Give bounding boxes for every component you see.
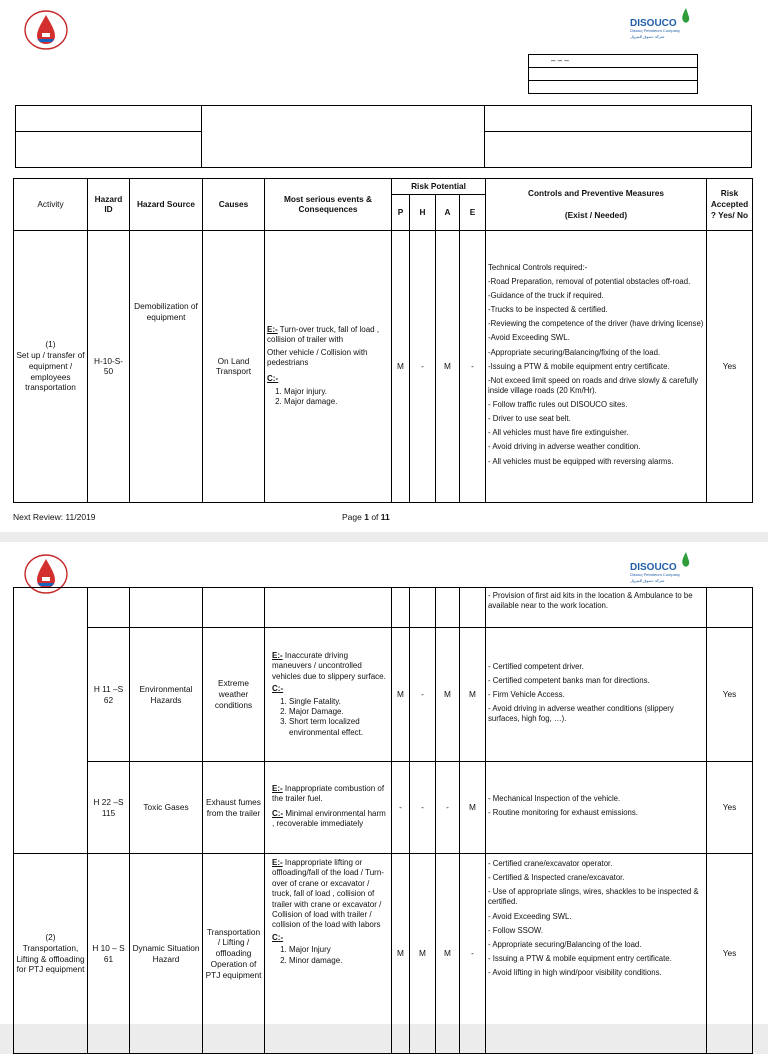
disouco-logo (628, 550, 698, 584)
svg-text:Disouq Petroleum Company: Disouq Petroleum Company (630, 28, 681, 33)
hazard-source-cell: Environmental Hazards (130, 628, 203, 762)
document-info-table (15, 105, 752, 168)
a-cell: M (436, 230, 460, 502)
a-cell: M (436, 854, 460, 1054)
hazard-id-cell: H 10 – S 61 (88, 854, 130, 1054)
hazard-id-cell: H-10-S-50 (88, 230, 130, 502)
svg-text:DISOUCO: DISOUCO (630, 18, 677, 29)
col-events: Most serious events & Consequences (265, 179, 392, 231)
next-review: Next Review: 11/2019 (13, 512, 96, 522)
table-row (14, 762, 753, 854)
consequence-list: 1. Major Injury 2. Minor damage. (272, 945, 389, 966)
consequence-list: 1. Major injury. 2. Major damage. (267, 387, 389, 408)
col-activity: Activity (14, 179, 88, 231)
h-cell: - (410, 762, 436, 854)
col-p: P (392, 194, 410, 230)
page-number: Page 1 of 11 (342, 512, 390, 522)
svg-text:شركة دسوق للبترول: شركة دسوق للبترول (630, 578, 665, 583)
controls-cell: - Certified crane/excavator operator. - Certified & Inspected crane/excavator. - Use of appropriate slings, wires, shackles to be inspected & certified. - Avoid Exceeding SWL. - Follow SSOW. - Appropriate securing/Balancing of the load. - Issuing a PTW & mobile equipment entry certificate. - Avoid lifting in high wind/poor visibility conditions. (486, 854, 707, 1054)
hazard-source-cell: Dynamic Situation Hazard (130, 854, 203, 1054)
p-cell: - (392, 762, 410, 854)
h-cell: - (410, 230, 436, 502)
events-cell: E:- Inaccurate driving maneuvers / uncontrolled vehicles due to slippery surface. C:- 1. Single Fatality. 2. Major Damage. 3. Short term localized environmental effect. (265, 628, 392, 762)
disouco-logo (628, 6, 698, 40)
col-h: H (410, 194, 436, 230)
h-cell: - (410, 628, 436, 762)
col-risk-accepted: Risk Accepted ? Yes/ No (707, 179, 753, 231)
company-emblem-logo (24, 10, 68, 50)
controls-cell: Technical Controls required:- -Road Preparation, removal of potential obstacles off-road. -Guidance of the truck if required. -Trucks to be inspected & certified. -Reviewing the competence of the driver (have driving license) -Avoid Exceeding SWL. -Appropriate securing/Balancing/fixing of the load. -Issuing a PTW & mobile equipment entry certificate. -Not exceed limit speed on roads and drive slowly & carefully inside village roads (20 Km/Hr). - Follow traffic rules out DISOUCO sites. - Driver to use seat belt. - All vehicles must have fire extinguisher. - Avoid driving in adverse weather condition. - All vehicles must be equipped with reversing alarms. (486, 230, 707, 502)
document-code: – – – (529, 55, 698, 68)
hazard-id-cell: H 11 –S 62 (88, 628, 130, 762)
accepted-cell: Yes (707, 854, 753, 1054)
col-e: E (460, 194, 486, 230)
p-cell: M (392, 230, 410, 502)
controls-cell: - Certified competent driver. - Certified competent banks man for directions. - Firm Vehicle Access. - Avoid driving in adverse weather conditions (slippery surfaces, high fog, …). (486, 628, 707, 762)
causes-cell: Exhaust fumes from the trailer (203, 762, 265, 854)
col-hazard-id: Hazard ID (88, 179, 130, 231)
controls-cell: - Provision of first aid kits in the location & Ambulance to be available near to the work location. (486, 588, 707, 628)
consequence-list: 1. Single Fatality. 2. Major Damage. 3. Short term localized environmental effect. (272, 697, 389, 739)
table-row (14, 230, 753, 502)
document-code-box (528, 54, 698, 94)
events-cell: E:- Turn-over truck, fall of load , collision of trailer with Other vehicle / Collision with pedestrians C:- 1. Major injury. 2. Major damage. (265, 230, 392, 502)
table-row (14, 588, 753, 628)
col-risk-potential: Risk Potential (392, 179, 486, 195)
col-causes: Causes (203, 179, 265, 231)
accepted-cell: Yes (707, 628, 753, 762)
events-cell: E:- Inappropriate combustion of the trailer fuel. C:- Minimal environmental harm , recoverable immediately (265, 762, 392, 854)
accepted-cell: Yes (707, 762, 753, 854)
activity-cell: (1) Set up / transfer of equipment / employees transportation (14, 230, 88, 502)
col-hazard-source: Hazard Source (130, 179, 203, 231)
activity-cell: (2) Transportation, Lifting & offloading for PTJ equipment (14, 854, 88, 1054)
causes-cell: Extreme weather conditions (203, 628, 265, 762)
a-cell: M (436, 628, 460, 762)
col-controls: Controls and Preventive Measures (Exist / Needed) (486, 179, 707, 231)
svg-text:Disouq Petroleum Company: Disouq Petroleum Company (630, 572, 681, 577)
accepted-cell: Yes (707, 230, 753, 502)
svg-text:شركة دسوق للبترول: شركة دسوق للبترول (630, 34, 665, 39)
e-cell: - (460, 854, 486, 1054)
e-cell: M (460, 628, 486, 762)
a-cell: - (436, 762, 460, 854)
events-cell: E:- Inappropriate lifting or offloading/fall of the load / Turn-over of crane or excavator / truck, fall of load , collision of trailer with crane or excavator / Collision of load with trailer / collision of the load with labors C:- 1. Major Injury 2. Minor damage. (265, 854, 392, 1054)
causes-cell: On Land Transport (203, 230, 265, 502)
h-cell: M (410, 854, 436, 1054)
table-row (14, 628, 753, 762)
controls-cell: - Mechanical Inspection of the vehicle. - Routine monitoring for exhaust emissions. (486, 762, 707, 854)
p-cell: M (392, 628, 410, 762)
hazard-source-cell: Toxic Gases (130, 762, 203, 854)
risk-assessment-table (13, 178, 753, 503)
p-cell: M (392, 854, 410, 1054)
causes-cell: Transportation / Lifting / offloading Operation of PTJ equipment (203, 854, 265, 1054)
e-cell: M (460, 762, 486, 854)
svg-text:DISOUCO: DISOUCO (630, 562, 677, 573)
risk-assessment-table-continued (13, 587, 753, 1054)
col-a: A (436, 194, 460, 230)
hazard-id-cell: H 22 –S 115 (88, 762, 130, 854)
activity-cell (14, 588, 88, 854)
hazard-source-cell: Demobilization of equipment (130, 230, 203, 502)
e-cell: - (460, 230, 486, 502)
